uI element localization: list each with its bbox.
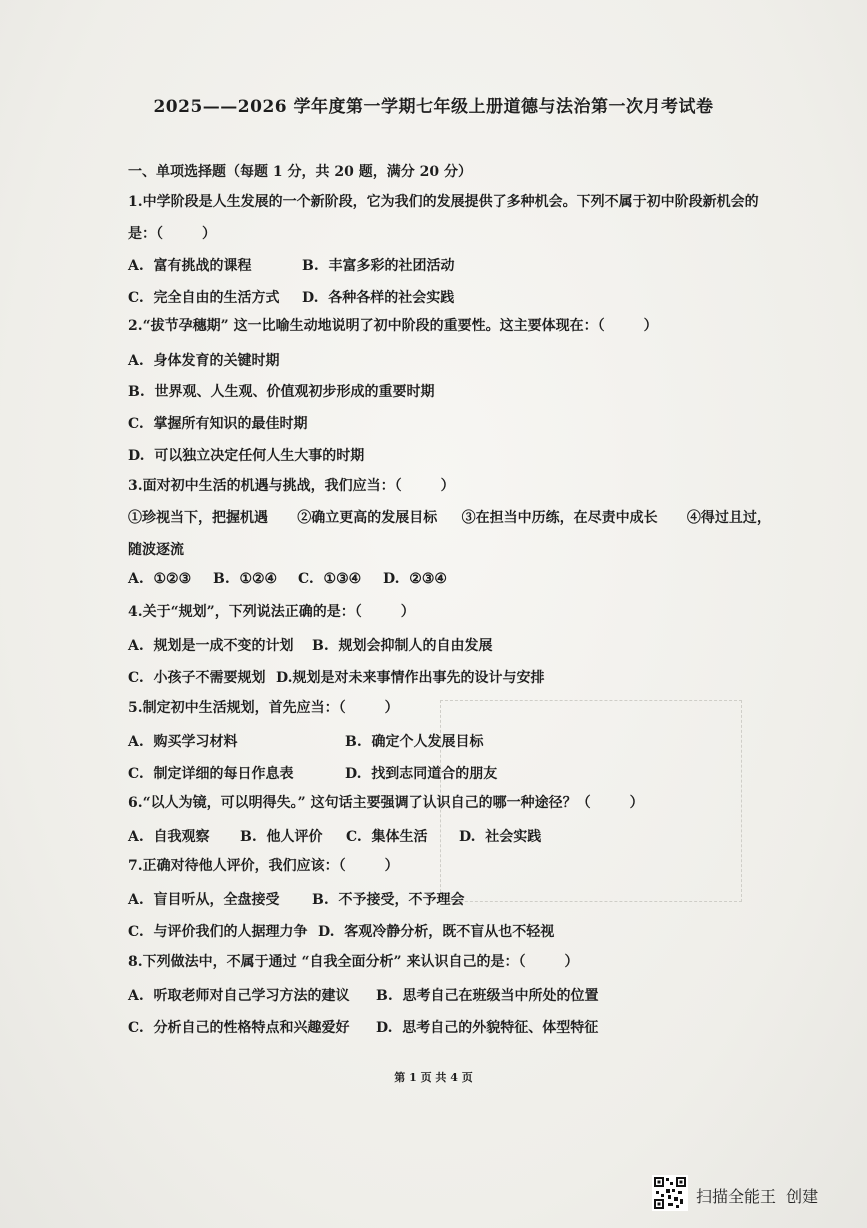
question-2-option-d: D. 可以独立决定任何人生大事的时期: [128, 448, 365, 464]
question-4-stem: 4.关于“规划”，下列说法正确的是：（ ）: [128, 604, 415, 620]
question-7-stem: 7.正确对待他人评价，我们应该：（ ）: [128, 858, 399, 874]
question-1-option-b: B. 丰富多彩的社团活动: [302, 258, 455, 274]
question-5-option-d: D. 找到志同道合的朋友: [345, 766, 498, 782]
question-8-option-a: A. 听取老师对自己学习方法的建议: [128, 988, 350, 1004]
question-3-items-line1: ①珍视当下，把握机遇 ②确立更高的发展目标 ③在担当中历练，在尽责中成长 ④得过且过，: [128, 510, 771, 526]
page-title: 2025——2026 学年度第一学期七年级上册道德与法治第一次月考试卷: [153, 97, 714, 117]
qr-code-icon: [652, 1175, 688, 1211]
question-3-option-c: C. ①③④: [298, 571, 362, 587]
question-2-option-c: C. 掌握所有知识的最佳时期: [128, 416, 308, 432]
question-4-option-a: A. 规划是一成不变的计划: [128, 638, 294, 654]
question-4-option-b: B. 规划会抑制人的自由发展: [312, 638, 493, 654]
question-8-option-b: B. 思考自己在班级当中所处的位置: [376, 988, 599, 1004]
question-7-option-d: D. 客观冷静分析，既不盲从也不轻视: [318, 924, 555, 940]
question-3-option-a: A. ①②③: [128, 571, 192, 587]
question-2-option-b: B. 世界观、人生观、价值观初步形成的重要时期: [128, 384, 435, 400]
question-2-stem: 2.“拔节孕穗期” 这一比喻生动地说明了初中阶段的重要性。这主要体现在：（ ）: [128, 318, 658, 334]
question-6-option-d: D. 社会实践: [459, 829, 542, 845]
question-5-option-a: A. 购买学习材料: [128, 734, 238, 750]
question-6-option-b: B. 他人评价: [240, 829, 323, 845]
question-1-option-d: D. 各种各样的社会实践: [302, 290, 455, 306]
question-4-option-c: C. 小孩子不需要规划: [128, 670, 266, 686]
question-3-stem: 3.面对初中生活的机遇与挑战，我们应当：（ ）: [128, 478, 455, 494]
question-3-option-d: D. ②③④: [383, 571, 447, 587]
watermark-text: 扫描全能王 创建: [696, 1187, 819, 1206]
question-1-stem-line1: 1.中学阶段是人生发展的一个新阶段，它为我们的发展提供了多种机会。下列不属于初中阶段新机会的: [128, 194, 759, 210]
camscanner-watermark: [652, 1175, 852, 1215]
question-5-option-b: B. 确定个人发展目标: [345, 734, 484, 750]
question-8-option-c: C. 分析自己的性格特点和兴趣爱好: [128, 1020, 350, 1036]
question-2-option-a: A. 身体发育的关键时期: [128, 353, 280, 369]
question-3-items-line2: 随波逐流: [128, 542, 184, 558]
question-6-option-a: A. 自我观察: [128, 829, 210, 845]
question-6-stem: 6.“以人为镜，可以明得失。” 这句话主要强调了认识自己的哪一种途径？（ ）: [128, 795, 644, 811]
question-5-stem: 5.制定初中生活规划，首先应当：（ ）: [128, 700, 399, 716]
question-6-option-c: C. 集体生活: [346, 829, 428, 845]
question-5-option-c: C. 制定详细的每日作息表: [128, 766, 294, 782]
question-3-option-b: B. ①②④: [213, 571, 278, 587]
question-8-stem: 8.下列做法中，不属于通过 “自我全面分析” 来认识自己的是：（ ）: [128, 954, 579, 970]
question-1-option-c: C. 完全自由的生活方式: [128, 290, 280, 306]
question-7-option-a: A. 盲目听从，全盘接受: [128, 892, 280, 908]
question-7-option-c: C. 与评价我们的人据理力争: [128, 924, 308, 940]
section-heading: 一、单项选择题（每题 1 分，共 20 题，满分 20 分）: [128, 164, 472, 180]
question-4-option-d: D.规划是对未来事情作出事先的设计与安排: [276, 670, 545, 686]
question-1-option-a: A. 富有挑战的课程: [128, 258, 252, 274]
question-1-stem-line2: 是：（ ）: [128, 226, 216, 242]
question-8-option-d: D. 思考自己的外貌特征、体型特征: [376, 1020, 599, 1036]
page-number: 第 1 页 共 4 页: [394, 1071, 473, 1084]
question-7-option-b: B. 不予接受，不予理会: [312, 892, 465, 908]
